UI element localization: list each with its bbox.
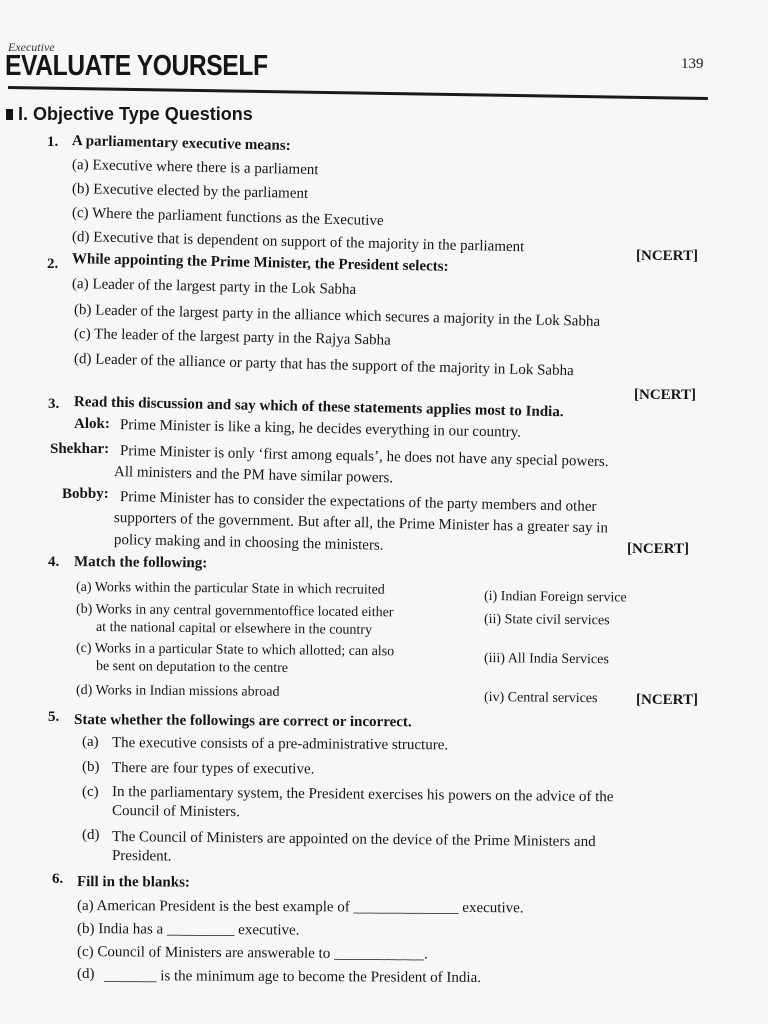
question-1-source-tag: [NCERT] — [636, 248, 698, 264]
speaker-shekhar-statement-line-1: Prime Minister is only ‘first among equals’, he does not have any special powers. — [119, 443, 609, 471]
question-5-statement-b: There are four types of executive. — [111, 760, 315, 778]
question-2-option-a: (a) Leader of the largest party in the Lok Sabha — [71, 276, 357, 298]
question-5-statement-d-line-2: President. — [111, 848, 172, 865]
question-5-label-b: (b) — [82, 759, 100, 775]
match-right-iv: (iv) Central services — [483, 690, 598, 707]
question-6-number: 6. — [52, 871, 64, 887]
match-left-d: (d) Works in Indian missions abroad — [75, 683, 280, 700]
question-2-option-b: (b) Leader of the largest party in the alliance which secures a majority in the Lok Sabha — [73, 302, 601, 330]
question-1-option-d: (d) Executive that is dependent on support of the majority in the parliament — [71, 229, 525, 256]
fill-blank-c: (c) Council of Ministers are answerable to ____________. — [76, 944, 428, 963]
speaker-bobby-statement-line-1: Prime Minister has to consider the expectations of the party members and other — [119, 489, 597, 515]
speaker-alok-statement: Prime Minister is like a king, he decides everything in our country. — [119, 417, 522, 441]
match-right-i: (i) Indian Foreign service — [483, 589, 627, 606]
match-left-c-line-2: be sent on deputation to the centre — [95, 659, 289, 677]
speaker-bobby-statement-line-2: supporters of the government. But after all, the Prime Minister has a greater say in — [113, 510, 609, 537]
match-right-ii: (ii) State civil services — [483, 612, 610, 629]
question-5-label-a: (a) — [82, 734, 99, 750]
match-left-c-line-1: (c) Works in a particular State to which allotted; can also — [75, 641, 395, 660]
fill-blank-d: _______ is the minimum age to become the President of India. — [103, 968, 482, 986]
fill-blank-d-label: (d) — [77, 966, 95, 982]
question-2-option-c: (c) The leader of the largest party in the Rajya Sabha — [73, 326, 391, 349]
page-title: EVALUATE YOURSELF — [5, 50, 268, 82]
section-heading — [6, 104, 253, 125]
question-5-number: 5. — [48, 709, 60, 725]
speaker-shekhar-name: Shekhar: — [50, 441, 110, 457]
question-3-source-tag: [NCERT] — [627, 541, 689, 557]
speaker-bobby-name: Bobby: — [62, 486, 109, 502]
header-rule — [8, 86, 708, 100]
question-5-statement-a: The executive consists of a pre-administrative structure. — [111, 735, 449, 754]
match-left-a: (a) Works within the particular State in which recruited — [75, 580, 385, 598]
match-right-iii: (iii) All India Services — [483, 651, 609, 668]
question-5-text: State whether the followings are correct or incorrect. — [73, 712, 412, 731]
question-1-option-b: (b) Executive elected by the parliament — [71, 181, 309, 202]
speaker-shekhar-statement-line-2: All ministers and the PM have similar powers. — [113, 464, 394, 487]
question-1-text: A parliamentary executive means: — [71, 133, 291, 154]
question-3-text: Read this discussion and say which of these statements applies most to India. — [73, 394, 564, 421]
question-1-option-c: (c) Where the parliament functions as the Executive — [71, 205, 384, 230]
speaker-bobby-statement-line-3: policy making and in choosing the ministers. — [113, 532, 384, 554]
question-1-option-a: (a) Executive where there is a parliament — [71, 157, 319, 179]
match-left-b-line-1: (b) Works in any central governmentoffice located either — [75, 602, 394, 621]
question-4-source-tag: [NCERT] — [636, 692, 698, 708]
question-6-text: Fill in the blanks: — [76, 874, 190, 891]
page-number: 139 — [681, 56, 704, 72]
question-3-number: 3. — [48, 396, 60, 412]
question-2-source-tag: [NCERT] — [634, 387, 696, 403]
question-4-text: Match the following: — [73, 554, 208, 572]
fill-blank-a: (a) American President is the best example of ______________ executive. — [76, 898, 524, 917]
question-2-number: 2. — [47, 256, 59, 272]
question-5-statement-c-line-2: Council of Ministers. — [111, 803, 240, 821]
fill-blank-b: (b) India has a _________ executive. — [76, 921, 300, 939]
question-5-statement-c-line-1: In the parliamentary system, the President exercises his powers on the advice of the — [111, 784, 614, 806]
match-left-b-line-2: at the national capital or elsewhere in the country — [95, 620, 373, 638]
question-5-statement-d-line-1: The Council of Ministers are appointed on the device of the Prime Ministers and — [111, 829, 596, 851]
question-4-number: 4. — [48, 554, 60, 570]
question-1-number: 1. — [47, 134, 59, 150]
chapter-kicker: Executive — [8, 40, 55, 54]
bullet-square-icon — [6, 109, 13, 120]
question-2-text: While appointing the Prime Minister, the President selects: — [71, 251, 449, 275]
question-5-label-c: (c) — [82, 784, 99, 800]
section-title: I. Objective Type Questions — [18, 104, 253, 124]
speaker-alok-name: Alok: — [74, 416, 110, 432]
question-2-option-d: (d) Leader of the alliance or party that has the support of the majority in Lok Sabha — [73, 351, 574, 380]
question-5-label-d: (d) — [82, 827, 100, 843]
